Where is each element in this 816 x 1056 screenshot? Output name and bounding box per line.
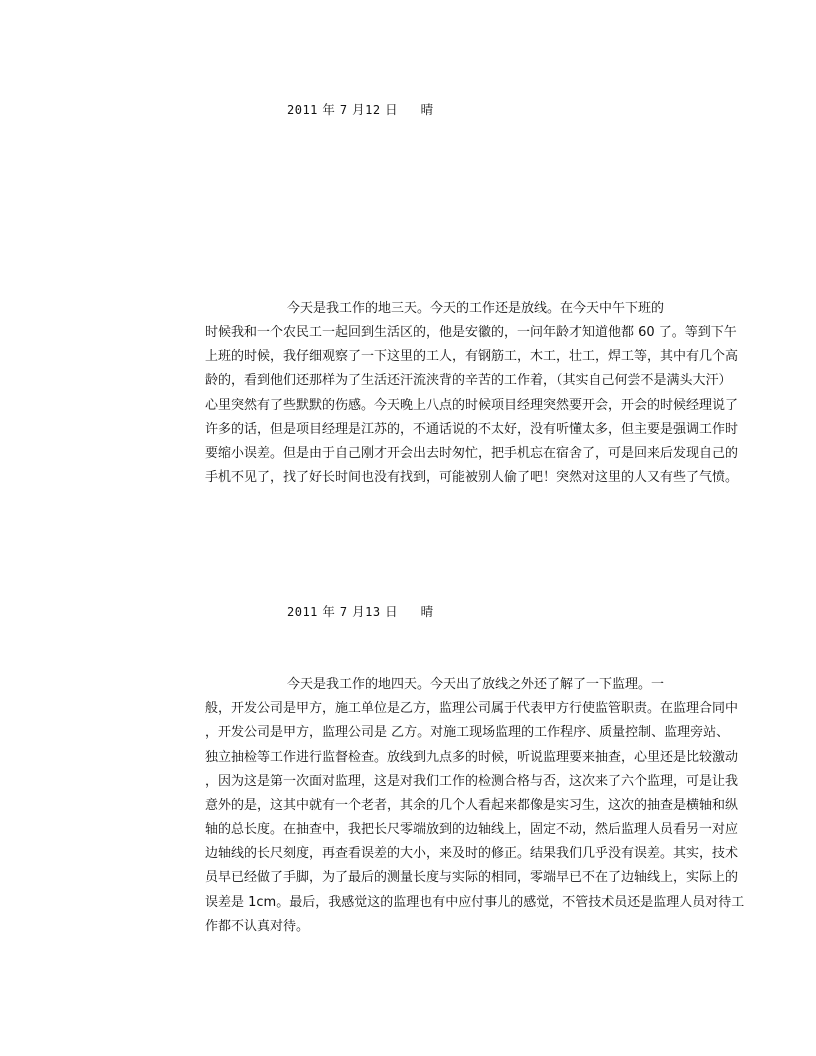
entry-2-weather: 晴	[420, 604, 434, 619]
entry-2-month-unit: 月	[352, 604, 366, 619]
entry-2-month: 7	[339, 605, 348, 619]
entry-2-line-8: 边轴线的长尺刻度，再查看误差的大小，来及时的修正。结果我们几乎没有误差。其实，技术	[205, 846, 739, 861]
entry-1-line-8: 手机不见了，找了好长时间也没有找到，可能被别人偷了吧！突然对这里的人又有些了气愤。	[205, 470, 739, 485]
entry-1-line-5: 心里突然有了些默默的伤感。今天晚上八点的时候项目经理突然要开会，开会的时候经理说了	[205, 398, 739, 413]
entry-2-line-9: 员早已经做了手脚，为了最后的测量长度与实际的相同，零端早已不在了边轴线上，实际上的	[205, 870, 739, 885]
entry-1-line-2: 时候我和一个农民工一起回到生活区的，他是安徽的，一问年龄才知道他都 60 了。等到下午	[205, 325, 737, 340]
entry-1-day-unit: 日	[385, 102, 399, 117]
entry-2-line-7: 轴的总长度。在抽查中，我把长尺零端放到的边轴线上，固定不动，然后监理人员看另一对应	[205, 822, 739, 837]
entry-1-year-unit: 年	[322, 102, 336, 117]
entry-2-day: 13	[365, 605, 381, 619]
entry-1-month-unit: 月	[352, 102, 366, 117]
entry-2-line-1: 今天是我工作的地四天。今天出了放线之外还了解了一下监理。一	[287, 677, 665, 692]
entry-2-line-4: 独立抽检等工作进行监督检查。放线到九点多的时候，听说监理要来抽查，心里还是比较激动	[205, 750, 739, 765]
entry-1-line-3: 上班的时候，我仔细观察了一下这里的工人，有钢筋工，木工，壮工，焊工等，其中有几个高	[205, 349, 739, 364]
entry-1-line-1: 今天是我工作的地三天。今天的工作还是放线。在今天中午下班的	[287, 301, 665, 316]
entry-2-date	[287, 604, 434, 620]
entry-2-day-unit: 日	[385, 604, 399, 619]
entry-2-year: 2011	[287, 605, 318, 619]
entry-1-month: 7	[339, 103, 348, 117]
entry-1-date	[287, 102, 434, 118]
entry-2-year-unit: 年	[322, 604, 336, 619]
entry-2-line-6: 意外的是，这其中就有一个老者，其余的几个人看起来都像是实习生，这次的抽查是横轴和纵	[205, 798, 739, 813]
entry-2-line-10: 误差是 1cm。最后，我感觉这的监理也有中应付事儿的感觉，不管技术员还是监理人员对待工	[205, 895, 745, 910]
entry-1-year: 2011	[287, 103, 318, 117]
entry-2-line-5: ，因为这是第一次面对监理，这是对我们工作的检测合格与否，这次来了六个监理，可是让我	[205, 774, 739, 789]
entry-1-line-7: 要缩小误差。但是由于自己刚才开会出去时匆忙，把手机忘在宿舍了，可是回来后发现自己的	[205, 446, 739, 461]
entry-2-line-2: 般，开发公司是甲方，施工单位是乙方，监理公司属于代表甲方行使监管职责。在监理合同中	[205, 701, 739, 716]
entry-2-line-3: ，开发公司是甲方，监理公司是 乙方。对施工现场监理的工作程序、质量控制、监理旁站、	[205, 725, 730, 740]
entry-1-line-4: 龄的，看到他们还那样为了生活还汗流浃背的辛苦的工作着，（其实自己何尝不是满头大汗）	[205, 373, 732, 388]
entry-1-line-6: 许多的话，但是项目经理是江苏的，不通话说的不太好，没有听懂太多，但主要是强调工作时	[205, 422, 739, 437]
entry-1-day: 12	[365, 103, 381, 117]
entry-2-line-11: 作都不认真对待。	[205, 919, 310, 934]
entry-1-weather: 晴	[420, 102, 434, 117]
